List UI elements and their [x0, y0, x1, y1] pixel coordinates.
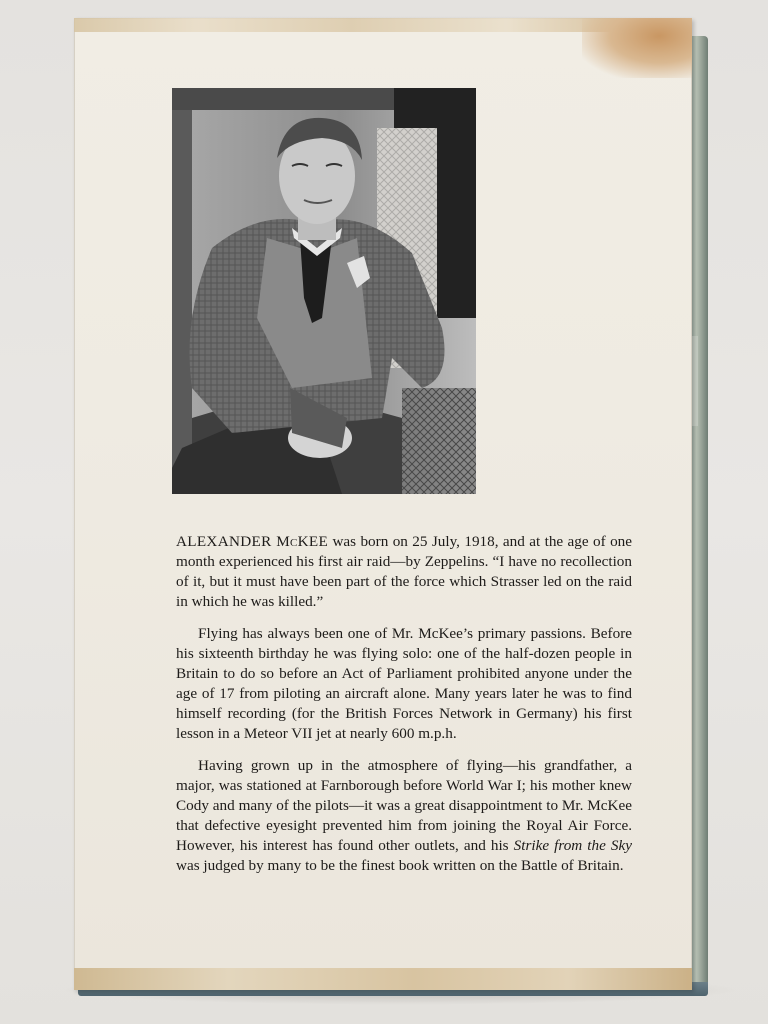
- author-photo: [172, 88, 476, 494]
- bio-paragraph-3-text-b: was judged by many to be the finest book written on the Battle of Britain.: [176, 857, 624, 874]
- author-portrait-illustration: [172, 88, 476, 494]
- bio-paragraph-1-text: was born on 25 July, 1918, and at the age of one month experienced his first air raid—by Zeppelins. “I have no recollection of it, but it must have been part of the force which Strasser led on the raid in which he was killed.”: [176, 533, 632, 610]
- bio-paragraph-1: [176, 532, 632, 612]
- author-name: ALEXANDER McKEE: [176, 533, 329, 550]
- cover-wear-corner: [582, 18, 692, 78]
- author-biography: [176, 532, 632, 888]
- cover-wear-bottom: [74, 968, 692, 990]
- book-title-strike-from-the-sky: Strike from the Sky: [513, 837, 632, 854]
- bio-paragraph-3: [176, 756, 632, 876]
- bio-paragraph-3-text-a: Having grown up in the atmosphere of flying—his grandfather, a major, was stationed at Farnborough before World War I; his mother knew Cody and many of the pilots—it was a great disappointment to Mr. McKee that defective eyesight prevented him from joining the Royal Air Force. However, his interest has found other outlets, and his: [176, 757, 632, 854]
- book-back-cover: [74, 18, 692, 990]
- bio-paragraph-2: Flying has always been one of Mr. McKee’s primary passions. Before his sixteenth birthday he was flying solo: one of the half-dozen people in Britain to do so before an Act of Parliament prohibited anyone under the age of 17 from piloting an aircraft alone. Many years later he was to find himself recording (for the British Forces Network in Germany) his first lesson in a Meteor VII jet at nearly 600 m.p.h.: [176, 625, 632, 742]
